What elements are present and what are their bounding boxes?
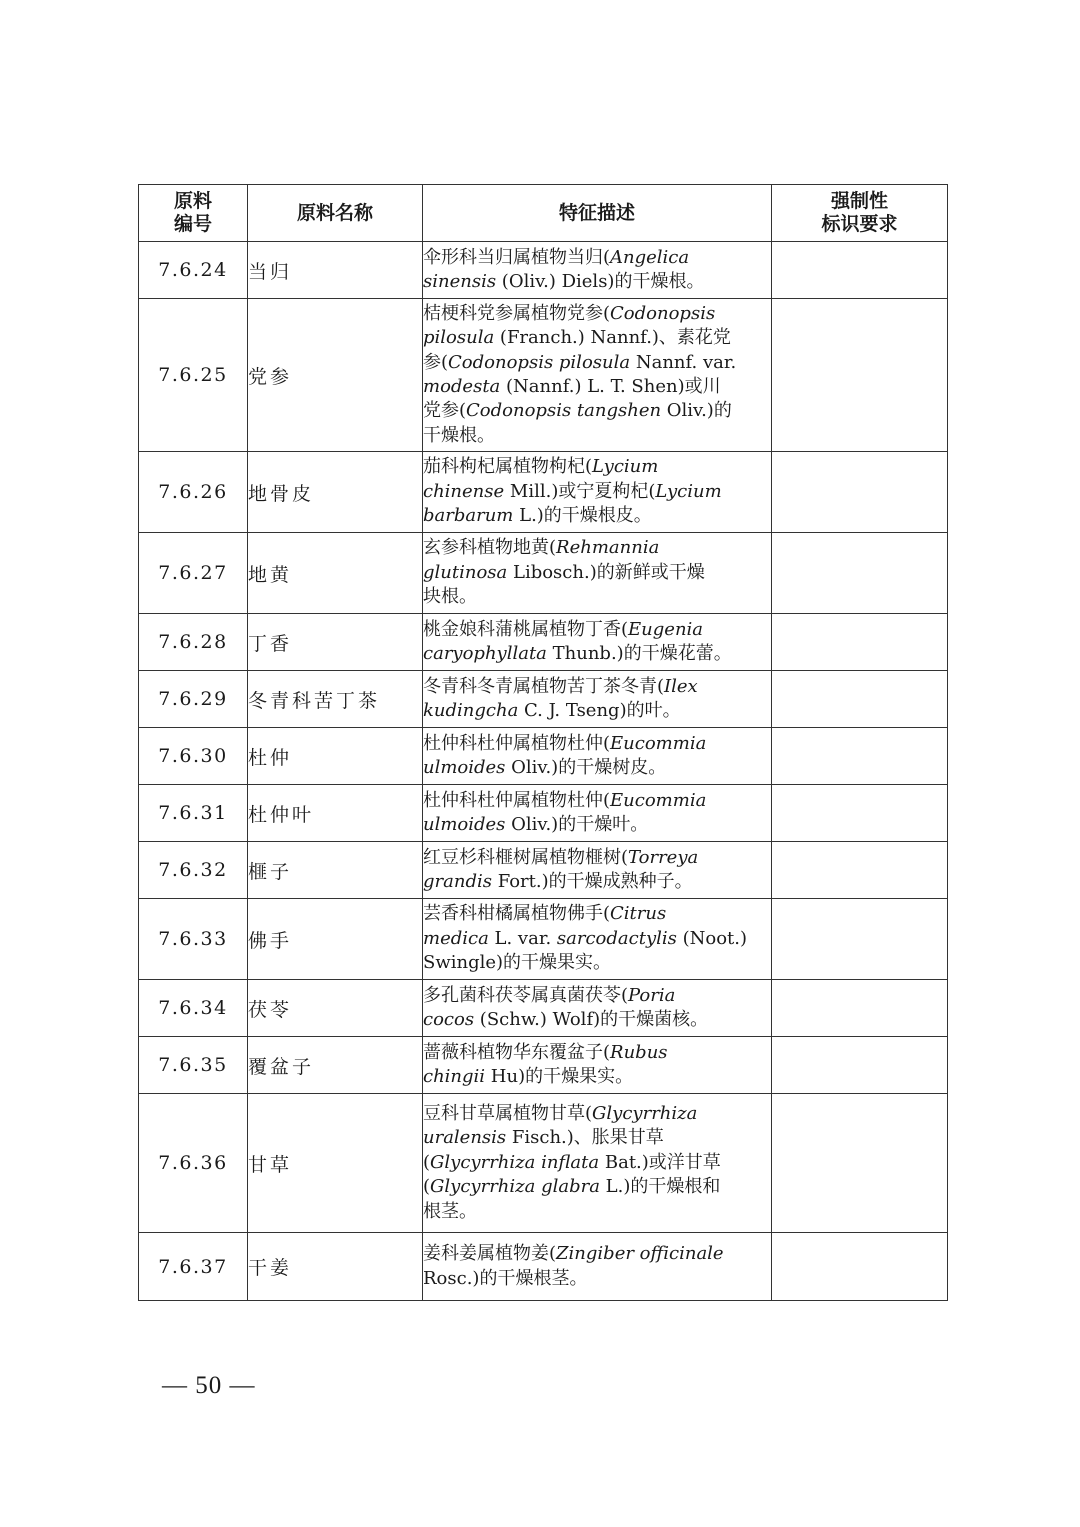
cell-description bbox=[423, 242, 772, 299]
cell-name: 地骨皮 bbox=[248, 452, 423, 533]
cell-name: 甘草 bbox=[248, 1094, 423, 1233]
cell-name: 冬青科苦丁茶 bbox=[248, 671, 423, 728]
description-line: ulmoides Oliv.)的干燥树皮。 bbox=[423, 757, 667, 778]
cell-description bbox=[423, 1233, 772, 1301]
cell-code: 7.6.29 bbox=[139, 671, 248, 728]
cell-description bbox=[423, 1037, 772, 1094]
cell-mark-requirement bbox=[772, 842, 948, 899]
description-line: 干燥根。 bbox=[423, 424, 495, 446]
cell-code: 7.6.33 bbox=[139, 899, 248, 980]
cell-code: 7.6.24 bbox=[139, 242, 248, 299]
table-row bbox=[139, 533, 948, 614]
cell-mark-requirement bbox=[772, 299, 948, 452]
cell-code: 7.6.31 bbox=[139, 785, 248, 842]
table-row bbox=[139, 614, 948, 671]
table-row bbox=[139, 728, 948, 785]
description-line: (Glycyrrhiza inflata Bat.)或洋甘草 bbox=[423, 1151, 721, 1173]
header-mark-line-1: 强制性 bbox=[830, 190, 888, 212]
cell-description bbox=[423, 842, 772, 899]
cell-mark-requirement bbox=[772, 671, 948, 728]
table-row bbox=[139, 242, 948, 299]
description-line: 桔梗科党参属植物党参(Codonopsis bbox=[423, 302, 716, 324]
table-row bbox=[139, 1037, 948, 1094]
description-line: 参(Codonopsis pilosula Nannf. var. bbox=[423, 351, 737, 373]
cell-code: 7.6.26 bbox=[139, 452, 248, 533]
header-mark bbox=[772, 185, 948, 242]
cell-mark-requirement bbox=[772, 614, 948, 671]
description-line: 红豆杉科榧树属植物榧树(Torreya bbox=[423, 846, 699, 868]
description-line: cocos (Schw.) Wolf)的干燥菌核。 bbox=[423, 1009, 709, 1030]
cell-name: 覆盆子 bbox=[248, 1037, 423, 1094]
description-line: 茄科枸杞属植物枸杞(Lycium bbox=[423, 456, 659, 478]
cell-mark-requirement bbox=[772, 728, 948, 785]
description-line: 玄参科植物地黄(Rehmannia bbox=[423, 537, 660, 559]
table-row bbox=[139, 842, 948, 899]
table-row bbox=[139, 785, 948, 842]
table-row bbox=[139, 899, 948, 980]
cell-code: 7.6.25 bbox=[139, 299, 248, 452]
cell-name: 杜仲叶 bbox=[248, 785, 423, 842]
table-row bbox=[139, 671, 948, 728]
description-line: 杜仲科杜仲属植物杜仲(Eucommia bbox=[423, 789, 707, 811]
description-line: 冬青科冬青属植物苦丁茶冬青(Ilex bbox=[423, 675, 698, 697]
cell-mark-requirement bbox=[772, 1233, 948, 1301]
description-line: 块根。 bbox=[423, 586, 477, 608]
description-line: uralensis Fisch.)、胀果甘草 bbox=[423, 1127, 664, 1149]
description-line: glutinosa Libosch.)的新鲜或干燥 bbox=[423, 561, 705, 583]
header-desc: 特征描述 bbox=[423, 185, 772, 242]
cell-name: 干姜 bbox=[248, 1233, 423, 1301]
description-line: grandis Fort.)的干燥成熟种子。 bbox=[423, 871, 693, 892]
description-line: 芸香科柑橘属植物佛手(Citrus bbox=[423, 903, 667, 925]
cell-mark-requirement bbox=[772, 785, 948, 842]
table-row bbox=[139, 980, 948, 1037]
cell-code: 7.6.27 bbox=[139, 533, 248, 614]
description-line: 豆科甘草属植物甘草(Glycyrrhiza bbox=[423, 1102, 698, 1124]
description-line: medica L. var. sarcodactylis (Noot.) bbox=[423, 927, 748, 949]
cell-mark-requirement bbox=[772, 1037, 948, 1094]
cell-description bbox=[423, 785, 772, 842]
cell-description bbox=[423, 899, 772, 980]
cell-name: 党参 bbox=[248, 299, 423, 452]
table-row bbox=[139, 1233, 948, 1301]
raw-material-table bbox=[138, 184, 948, 1301]
cell-mark-requirement bbox=[772, 899, 948, 980]
description-line: chinense Mill.)或宁夏枸杞(Lycium bbox=[423, 480, 722, 502]
description-line: (Glycyrrhiza glabra L.)的干燥根和 bbox=[423, 1176, 721, 1198]
cell-name: 榧子 bbox=[248, 842, 423, 899]
description-line: 桃金娘科蒲桃属植物丁香(Eugenia bbox=[423, 618, 704, 640]
description-line: 多孔菌科茯苓属真菌茯苓(Poria bbox=[423, 984, 676, 1006]
cell-name: 丁香 bbox=[248, 614, 423, 671]
header-code-line-2: 编号 bbox=[173, 213, 212, 235]
description-line: 伞形科当归属植物当归(Angelica bbox=[423, 246, 690, 268]
description-line: pilosula (Franch.) Nannf.)、素花党 bbox=[423, 327, 731, 349]
cell-mark-requirement bbox=[772, 533, 948, 614]
header-code-line-1: 原料 bbox=[173, 190, 212, 212]
cell-description bbox=[423, 533, 772, 614]
header-name: 原料名称 bbox=[248, 185, 423, 242]
cell-name: 茯苓 bbox=[248, 980, 423, 1037]
cell-description bbox=[423, 980, 772, 1037]
cell-description bbox=[423, 299, 772, 452]
description-line: 蔷薇科植物华东覆盆子(Rubus bbox=[423, 1041, 668, 1063]
table-row bbox=[139, 452, 948, 533]
cell-name: 杜仲 bbox=[248, 728, 423, 785]
description-line: Swingle)的干燥果实。 bbox=[423, 952, 612, 974]
cell-description bbox=[423, 1094, 772, 1233]
cell-code: 7.6.37 bbox=[139, 1233, 248, 1301]
description-line: barbarum L.)的干燥根皮。 bbox=[423, 505, 652, 527]
cell-name: 当归 bbox=[248, 242, 423, 299]
description-line: Rosc.)的干燥根茎。 bbox=[423, 1267, 588, 1289]
header-mark-line-2: 标识要求 bbox=[821, 213, 898, 235]
cell-name: 佛手 bbox=[248, 899, 423, 980]
table-row bbox=[139, 1094, 948, 1233]
cell-code: 7.6.30 bbox=[139, 728, 248, 785]
cell-mark-requirement bbox=[772, 980, 948, 1037]
header-code bbox=[139, 185, 248, 242]
cell-code: 7.6.35 bbox=[139, 1037, 248, 1094]
description-line: caryophyllata Thunb.)的干燥花蕾。 bbox=[423, 643, 732, 664]
description-line: 根茎。 bbox=[423, 1200, 477, 1222]
cell-mark-requirement bbox=[772, 242, 948, 299]
description-line: ulmoides Oliv.)的干燥叶。 bbox=[423, 814, 649, 835]
cell-description bbox=[423, 452, 772, 533]
cell-name: 地黄 bbox=[248, 533, 423, 614]
cell-mark-requirement bbox=[772, 1094, 948, 1233]
description-line: chingii Hu)的干燥果实。 bbox=[423, 1066, 634, 1087]
cell-description bbox=[423, 614, 772, 671]
description-line: modesta (Nannf.) L. T. Shen)或川 bbox=[423, 376, 721, 397]
description-line: 党参(Codonopsis tangshen Oliv.)的 bbox=[423, 400, 732, 422]
cell-description bbox=[423, 671, 772, 728]
table-row bbox=[139, 299, 948, 452]
cell-mark-requirement bbox=[772, 452, 948, 533]
cell-code: 7.6.32 bbox=[139, 842, 248, 899]
page-number: — 50 — bbox=[162, 1372, 256, 1399]
description-line: 杜仲科杜仲属植物杜仲(Eucommia bbox=[423, 732, 707, 754]
cell-code: 7.6.36 bbox=[139, 1094, 248, 1233]
description-line: 姜科姜属植物姜(Zingiber officinale bbox=[423, 1243, 724, 1265]
description-line: sinensis (Oliv.) Diels)的干燥根。 bbox=[423, 271, 705, 292]
description-line: kudingcha C. J. Tseng)的叶。 bbox=[423, 700, 681, 721]
cell-description bbox=[423, 728, 772, 785]
cell-code: 7.6.34 bbox=[139, 980, 248, 1037]
cell-code: 7.6.28 bbox=[139, 614, 248, 671]
table-header-row bbox=[139, 185, 948, 242]
